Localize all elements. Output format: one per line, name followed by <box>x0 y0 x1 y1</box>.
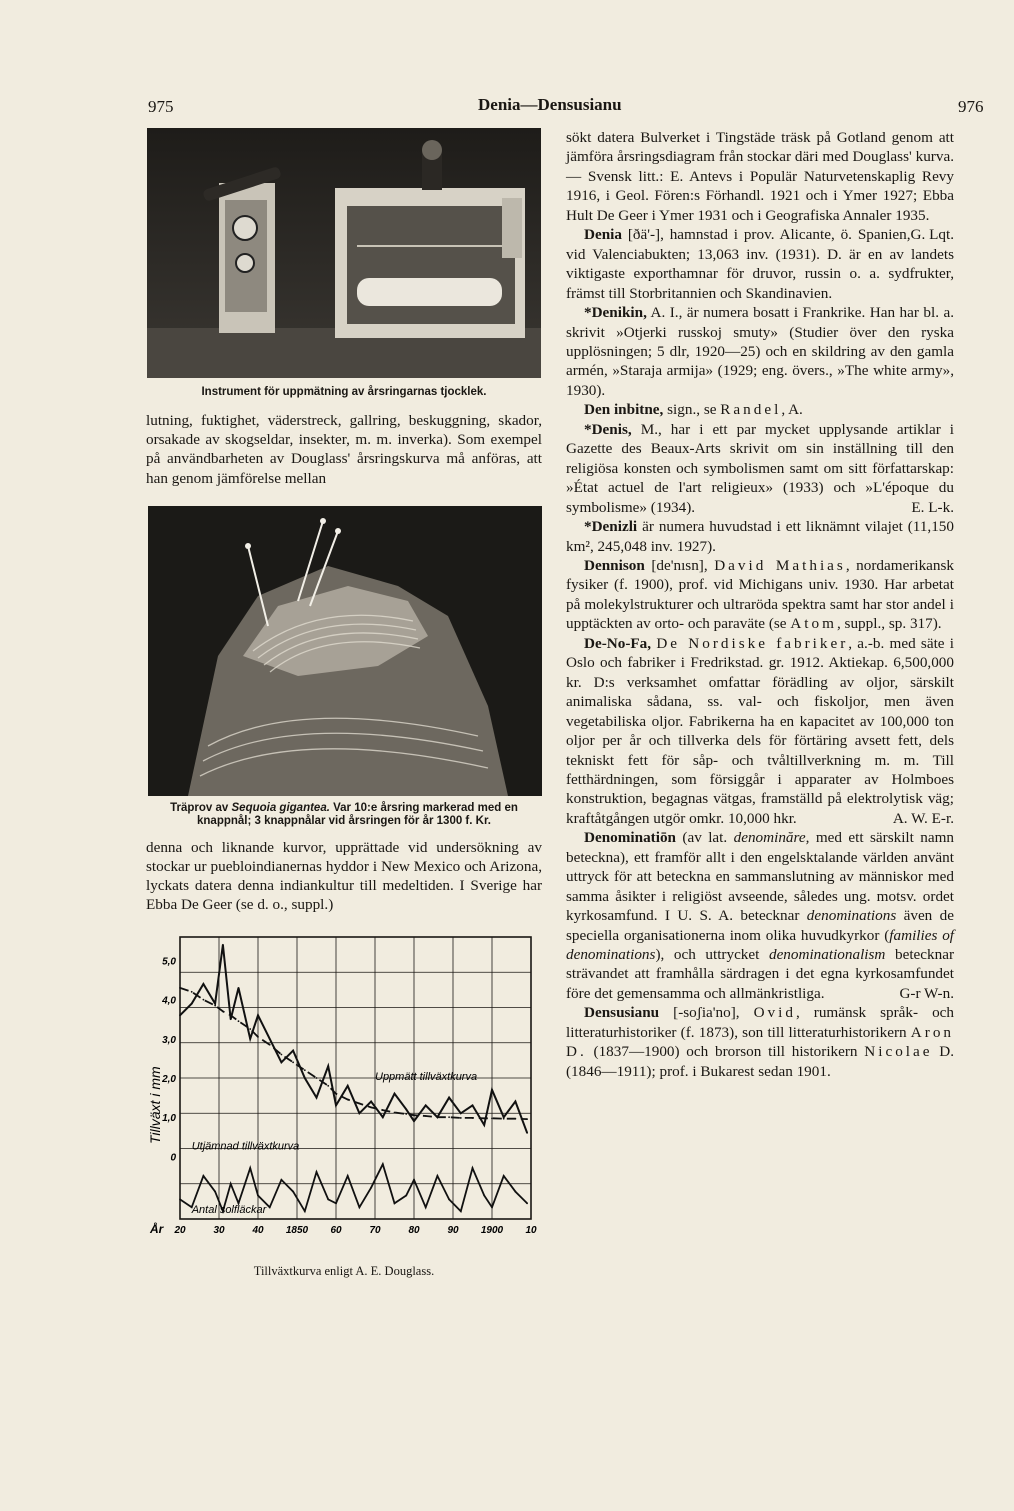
data-point <box>335 1104 337 1106</box>
tree-ring-sample-illustration <box>148 506 542 796</box>
entry-text: D. (1846—1911); prof. i Bukarest sedan 1901. <box>566 1043 955 1080</box>
data-point <box>425 1115 427 1117</box>
x-tick-label: 1850 <box>285 1224 309 1236</box>
y-tick-label: 5,0 <box>162 956 176 968</box>
data-point <box>179 1198 181 1200</box>
data-point <box>382 1109 384 1111</box>
left-column <box>146 128 542 1279</box>
entry-signature: G. Lqt. <box>910 226 954 244</box>
data-point <box>437 1175 439 1177</box>
entry-text: betecknar strävandet att framhålla särdragen i det egna kyrkosamfundet före det gemensamma och allmänkristliga. <box>566 946 955 1002</box>
entry-text: , A. <box>781 401 803 419</box>
page-number-left: 975 <box>148 97 174 116</box>
entry-text: är numera huvudstad i ett liknämnt vilajet (11,150 km², 245,048 inv. 1927). <box>566 518 954 555</box>
entry-text: (av lat. <box>682 829 728 847</box>
data-point <box>257 1014 259 1016</box>
series-label: Antal solfläckar <box>191 1203 267 1216</box>
x-tick-label: 40 <box>252 1224 264 1236</box>
entry-text: [-soʃia'no], <box>673 1004 740 1022</box>
data-point <box>257 1036 259 1038</box>
x-tick-label: 70 <box>369 1224 381 1236</box>
figure-caption-sequoia <box>146 802 542 828</box>
data-point <box>304 1069 306 1071</box>
data-point <box>448 1116 450 1118</box>
data-point <box>503 1175 505 1177</box>
data-point <box>292 1061 294 1063</box>
data-point <box>281 1053 283 1055</box>
data-point <box>425 1104 427 1106</box>
data-point <box>214 1190 216 1192</box>
data-point <box>222 1010 224 1012</box>
entry-headword: Denia <box>584 226 622 244</box>
data-point <box>491 1088 493 1090</box>
data-point <box>515 1117 517 1119</box>
data-point <box>214 1002 216 1004</box>
data-point <box>370 1106 372 1108</box>
data-point <box>281 1179 283 1181</box>
data-point <box>335 1092 337 1094</box>
instrument-illustration <box>147 128 541 378</box>
instrument-photo <box>147 128 541 378</box>
data-point <box>526 1202 528 1204</box>
entry-term: denominationalism <box>768 946 886 964</box>
data-point <box>249 1167 251 1169</box>
data-point <box>515 1100 517 1102</box>
growth-chart <box>146 929 542 1264</box>
data-point <box>405 1194 407 1196</box>
data-point <box>413 1179 415 1181</box>
data-point <box>382 1116 384 1118</box>
x-tick-label: 90 <box>447 1224 459 1236</box>
data-point <box>460 1210 462 1212</box>
data-point <box>327 1198 329 1200</box>
data-point <box>437 1116 439 1118</box>
entry-headword: *Denikin, <box>584 304 647 322</box>
data-point <box>238 1020 240 1022</box>
y-tick-label: 3,0 <box>162 1034 176 1046</box>
page-number-right: 976 <box>958 97 984 116</box>
entry-person-name: Aron D. <box>566 1023 955 1061</box>
data-point <box>316 1096 318 1098</box>
data-point <box>203 983 205 985</box>
data-point <box>327 1065 329 1067</box>
entry-company-name: De Nordiske fabriker <box>656 634 849 652</box>
entry-text: ), och uttrycket <box>655 946 760 964</box>
data-point <box>491 1117 493 1119</box>
data-point <box>191 991 193 993</box>
entry-densusianu <box>566 1003 954 1081</box>
data-point <box>316 1077 318 1079</box>
x-tick-label: 10 <box>525 1224 537 1236</box>
entry-text: A. I., är numera bosatt i Frankrike. Han har bl. a. skrivit »Otjerki russkoj smuty» (Studier över den ryska upplösningen; 5 dlr, 1920—25) och en skildring av den gamla armén, »Staraja armija» (1929; eng. övers., »The white army», 1930). <box>566 304 954 399</box>
entry-text: , suppl., sp. 317). <box>836 615 942 633</box>
body-paragraph: denna och liknande kurvor, upprättade vid undersökning av stockar ur puebloindianernas hyddor i New Mexico och Arizona, lyckats datera denna indiankultur till medeltiden. I Sverige har Ebba De Geer (se d. o., suppl.) <box>146 838 542 914</box>
growth-chart-svg <box>146 929 542 1247</box>
chart-caption: Tillväxtkurva enligt A. E. Douglass. <box>253 1263 435 1278</box>
entry-person-name: Ovid <box>753 1004 796 1022</box>
x-tick-label: 80 <box>408 1224 420 1236</box>
entry-text: (1837—1900) och brorson till historikern <box>593 1043 858 1061</box>
data-point <box>203 998 205 1000</box>
data-point <box>405 1113 407 1115</box>
entry-text: [de'nısn], <box>651 556 708 574</box>
data-point <box>238 987 240 989</box>
data-point <box>249 1038 251 1040</box>
y-tick-label: 4,0 <box>162 995 176 1007</box>
data-point <box>269 1043 271 1045</box>
data-point <box>472 1117 474 1119</box>
entry-headword: Denominatiōn <box>584 829 676 847</box>
sequoia-photo <box>148 506 542 796</box>
entry-headword: *Denizli <box>584 518 638 536</box>
data-point <box>483 1194 485 1196</box>
data-point <box>394 1092 396 1094</box>
data-point <box>214 1004 216 1006</box>
entry-den-inbitne <box>566 400 954 419</box>
data-point <box>292 1190 294 1192</box>
entry-text: sign., se <box>667 401 717 419</box>
data-point <box>179 987 181 989</box>
y-axis-label: Tillväxt i mm <box>147 1065 163 1144</box>
data-point <box>316 1171 318 1173</box>
data-point <box>472 1104 474 1106</box>
data-point <box>405 1108 407 1110</box>
data-point <box>335 1202 337 1204</box>
entry-text: , rumänsk språk- och litteraturhistoriker (f. 1873), son till litteraturhistorikern <box>566 1004 954 1041</box>
caption-species: Sequoia gigantea. <box>231 801 330 814</box>
data-point <box>230 1182 232 1184</box>
entry-reference: Randel <box>720 401 782 419</box>
data-point <box>304 1210 306 1212</box>
caption-text: Träprov av <box>170 801 229 814</box>
data-point <box>382 1163 384 1165</box>
data-point <box>370 1186 372 1188</box>
entry-denis <box>566 420 954 517</box>
entry-reference: Atom <box>790 615 837 633</box>
entry-latin-term: denominăre, <box>733 829 810 847</box>
data-point <box>413 1114 415 1116</box>
data-point <box>347 1085 349 1087</box>
data-point <box>327 1085 329 1087</box>
x-tick-label: 20 <box>174 1224 186 1236</box>
data-point <box>425 1206 427 1208</box>
entry-denia <box>566 225 954 303</box>
data-point <box>269 1038 271 1040</box>
x-tick-label: 60 <box>330 1224 342 1236</box>
caption-text: Var 10:e årsring markerad med en knappnål; 3 knappnålar vid årsringen för år 1300 f. Kr. <box>197 801 518 827</box>
data-point <box>526 1118 528 1120</box>
data-point <box>413 1120 415 1122</box>
y-tick-label: 1,0 <box>162 1112 176 1124</box>
data-point <box>472 1167 474 1169</box>
data-point <box>448 1198 450 1200</box>
data-point <box>526 1132 528 1134</box>
entry-denizli <box>566 517 954 556</box>
data-point <box>370 1100 372 1102</box>
data-point <box>515 1190 517 1192</box>
x-axis-label: År <box>150 1221 164 1236</box>
data-point <box>269 1206 271 1208</box>
entry-person-name: Nicolae <box>864 1043 933 1061</box>
data-point <box>491 1206 493 1208</box>
entry-signature: E. L-k. <box>911 498 954 516</box>
right-column <box>566 128 954 1081</box>
entry-dennison <box>566 556 954 634</box>
series-label: Utjämnad tillväxtkurva <box>191 1139 300 1152</box>
y-tick-label: 2,0 <box>162 1073 176 1085</box>
data-point <box>222 944 224 946</box>
entry-text: , a.-b. med säte i Oslo och fabriker i Fredrikstad. gr. 1912. Aktiekap. 6,500,000 kr. D:s verksamhet omfattar förädling av oljor, särskilt animaliska sådana, ss. val- och fiskoljor, men även vegetabiliska oljor. Fabrikerna ha en kapacitet av 100,000 ton oljor per år och tillverka dels för förtäring avsett fett, dels tekniskt fett för såp- och tvåltillverkning m. m. Till fetthärdningen, som försiggår i apparater av Holmboes konstruktion, begagnas vätgas, framställd på elektrolytisk väg; kraftåtgången utgör omkr. 10,000 hkr. <box>566 634 955 827</box>
data-point <box>359 1206 361 1208</box>
y-tick-label: 0 <box>170 1151 176 1163</box>
entry-text: sökt datera Bulverket i Tingstäde träsk på Gotland genom att jämföra årsringsdiagram från stockar däri med Douglass' kurva. — Svensk litt.: E. Antevs i Populär Naturvetenskaplig Revy 1916, i Geol. Fören:s Förhandl. 1921 och i Ymer 1927; Ebba Hult De Geer i Ymer 1931 och i Geografiska Annaler 1935. <box>566 129 954 224</box>
body-paragraph: lutning, fuktighet, väderstreck, gallring, beskuggning, skador, orsakade av skogseldar, insekter, m. m. inverka). Som exempel på användbarheten av Douglass' årsringskurva må anföras, att han genom jämförelse mellan <box>146 412 542 487</box>
running-head: Denia—Densusianu <box>478 95 622 114</box>
entry-headword: Den inbitne, <box>584 401 664 419</box>
data-point <box>230 1014 232 1016</box>
entry-text: [ðä'-], hamnstad i prov. Alicante, ö. Spanien, vid Valenciabukten; 13,063 inv. (1931). D. är en av landets viktigaste exporthamnar för druvor, russin o. a. sydfrukter, främst till Storbritannien och Skandinavien. <box>566 226 954 302</box>
entry-headword: *Denis, <box>584 420 632 438</box>
data-point <box>304 1077 306 1079</box>
data-point <box>281 1061 283 1063</box>
entry-text: även de speciella organisationerna inom olika huvudkyrkor ( <box>566 907 954 944</box>
figure-caption-instrument: Instrument för uppmätning av årsringarnas tjocklek. <box>201 386 487 398</box>
data-point <box>448 1096 450 1098</box>
data-point <box>249 1028 251 1030</box>
entry-signature: A. W. E-r. <box>892 809 954 827</box>
data-point <box>483 1117 485 1119</box>
data-point <box>359 1112 361 1114</box>
data-point <box>347 1175 349 1177</box>
data-point <box>483 1124 485 1126</box>
entry-de-no-fa <box>566 634 954 829</box>
data-point <box>503 1116 505 1118</box>
data-point <box>203 1175 205 1177</box>
data-point <box>394 1111 396 1113</box>
entry-text: M., har i ett par mycket upplysande artiklar i Gazette des Beaux-Arts skrivit om sin inställning till den religiösa konsten och symbolismen samt om sitt författarskap: »État actuel de l'art religieux» (1933) och »L'époque du symbolisme» (1934). <box>566 420 955 516</box>
entry-denikin <box>566 303 954 400</box>
data-point <box>230 1018 232 1020</box>
data-point <box>394 1202 396 1204</box>
entry-denomination <box>566 828 954 1003</box>
entry-text: , nordamerikansk fysiker (f. 1900), prof. vid Michigans univ. 1930. Har arbetat på molekylstrukturer och ultraröda spektra samt har stor andel i upptäckten av orto- och paraväte (se <box>566 556 955 633</box>
entry-signature: G-r W-n. <box>899 984 954 1002</box>
data-point <box>292 1049 294 1051</box>
x-tick-label: 1900 <box>480 1224 504 1236</box>
data-point <box>179 1014 181 1016</box>
data-point <box>257 1194 259 1196</box>
x-tick-label: 30 <box>213 1224 225 1236</box>
series-line <box>180 944 527 1132</box>
data-point <box>460 1112 462 1114</box>
data-point <box>191 1002 193 1004</box>
entry-headword: Densusianu <box>584 1004 660 1022</box>
data-point <box>359 1102 361 1104</box>
entry-person-name: David Mathias <box>714 556 846 574</box>
entry-text: med ett särskilt namn beteckna), ett framför allt i den engelsktalande världen använt uttryck för att beteckna en sammanslutning av människor med samma åsikter i religiöst avseende, således ung. motsv. ordet kyrkosamfund. I U. S. A. betecknar <box>566 829 955 925</box>
data-point <box>503 1117 505 1119</box>
entry-headword: De-No-Fa, <box>584 634 652 652</box>
entry-term: denominations <box>806 907 897 925</box>
data-point <box>347 1098 349 1100</box>
entry-term: families of denominations <box>566 926 955 964</box>
entry-headword: Dennison <box>584 556 645 574</box>
series-label: Uppmätt tillväxtkurva <box>375 1070 478 1083</box>
data-point <box>460 1117 462 1119</box>
